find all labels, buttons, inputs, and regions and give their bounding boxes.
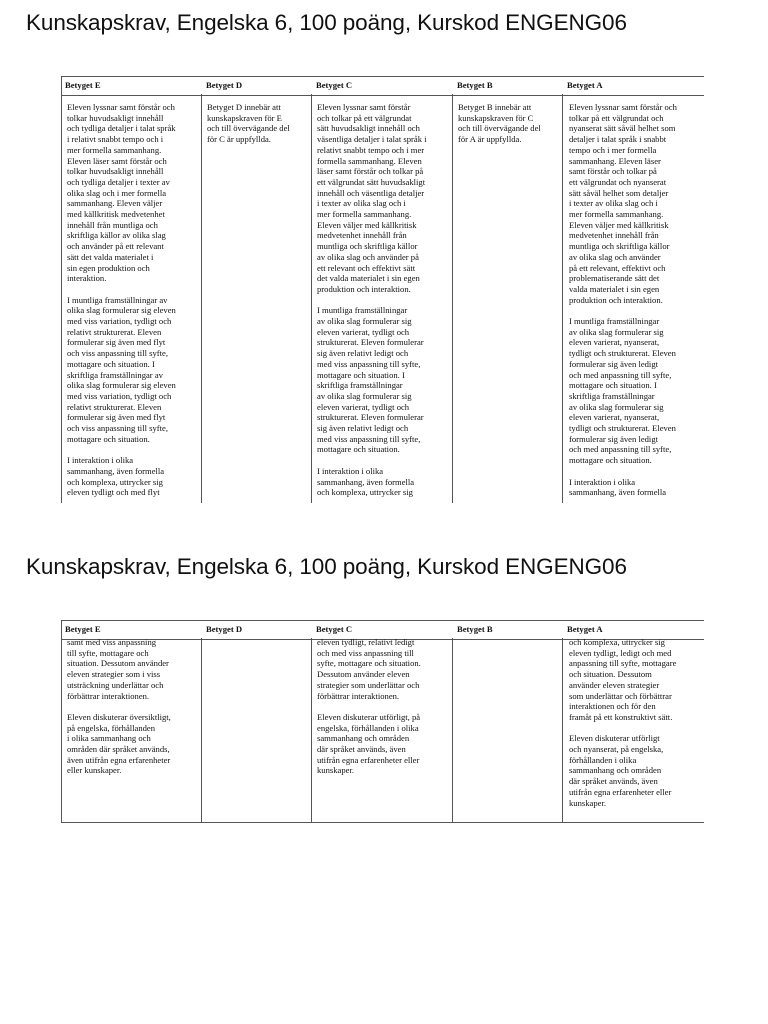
criteria-cell-a — [569, 102, 703, 502]
criteria-line: situation. Dessutom använder — [67, 658, 169, 669]
criteria-line: Eleven diskuterar översiktligt, — [67, 711, 171, 722]
criteria-cell-b — [458, 637, 561, 821]
criteria-line: Eleven läser samt förstår och — [67, 155, 167, 166]
column-divider — [562, 638, 563, 823]
column-divider — [61, 620, 62, 823]
criteria-line: eleven tydligt och med flyt — [67, 487, 160, 498]
criteria-line: olika slag formulerar sig eleven — [67, 380, 176, 391]
criteria-line: i relativt snabbt tempo och i — [67, 134, 164, 145]
criteria-line: framåt på ett konstruktivt sätt. — [569, 711, 673, 722]
criteria-line: av olika slag och använder — [569, 251, 661, 262]
criteria-line: områden där språket används, — [67, 744, 170, 755]
criteria-line: sammanhang. Eleven läser — [569, 155, 661, 166]
criteria-paragraph — [317, 466, 450, 498]
criteria-line: sammanhang, även formella — [67, 465, 165, 476]
criteria-line: tolkar huvudsakligt innehåll — [67, 112, 164, 123]
criteria-paragraph — [569, 316, 703, 466]
criteria-line: förhållanden i olika — [569, 754, 637, 765]
criteria-line: och nyanserat, på engelska, — [569, 744, 664, 755]
criteria-line: och med anpassning till syfte, — [569, 369, 672, 380]
grading-table — [61, 76, 704, 503]
criteria-line: problematiserande sätt det — [569, 273, 660, 284]
criteria-line: sig även relativt ledigt och — [317, 423, 409, 434]
criteria-cell-a — [569, 637, 703, 821]
criteria-line: skriftliga framställningar av — [67, 369, 163, 380]
criteria-line: strategier som underlättar och — [317, 679, 420, 690]
criteria-line: Betyget B innebär att — [458, 102, 532, 112]
criteria-paragraph — [67, 295, 199, 445]
criteria-line: detaljer i talat språk i snabbt — [569, 134, 667, 145]
criteria-line: och situation. Dessutom — [569, 669, 652, 680]
criteria-line: relativt snabbt tempo och i mer — [317, 144, 425, 155]
criteria-line: innehåll från muntliga och — [67, 219, 158, 230]
criteria-line: tydligt och strukturerat. Eleven — [569, 423, 676, 434]
column-header-a: Betyget A — [567, 624, 603, 634]
criteria-line: I muntliga framställningar — [317, 305, 408, 316]
criteria-paragraph — [207, 102, 310, 145]
column-header-c: Betyget C — [316, 624, 353, 634]
criteria-paragraph — [317, 305, 450, 455]
column-header-b: Betyget B — [457, 80, 493, 90]
criteria-line: av olika slag formulerar sig — [317, 390, 412, 401]
criteria-line: eleven tydligt, relativt ledigt — [317, 637, 415, 647]
criteria-line: tydligt och strukturerat. Eleven — [569, 348, 676, 359]
criteria-line: och tydliga detaljer i texter av — [67, 176, 170, 187]
criteria-line: formulerar sig även med flyt — [67, 412, 166, 423]
criteria-line: eleven varierat, tydligt och — [317, 401, 410, 412]
criteria-line: Eleven diskuterar utförligt, på — [317, 711, 421, 722]
criteria-cell-d — [207, 102, 310, 502]
criteria-cell-d — [207, 637, 310, 821]
column-divider — [452, 94, 453, 503]
criteria-line: ett välgrundat och nyanserat — [569, 176, 667, 187]
criteria-line: som underlättar och förbättrar — [569, 690, 672, 701]
criteria-line: utifrån egna erfarenheter eller — [569, 786, 672, 797]
criteria-line: olika slag formulerar sig eleven — [67, 305, 176, 316]
criteria-line: nyanserat sätt såväl helhet som — [569, 123, 676, 134]
criteria-paragraph — [569, 477, 703, 498]
criteria-line: till syfte, mottagare och — [67, 647, 149, 658]
criteria-line: mottagare och situation. I — [67, 358, 155, 369]
criteria-line: eleven varierat, nyanserat, — [569, 412, 660, 423]
criteria-line: sätt huvudsakligt innehåll och — [317, 123, 420, 134]
criteria-paragraph — [67, 102, 199, 284]
column-header-c: Betyget C — [316, 80, 353, 90]
criteria-line: tolkar på ett välgrundat och — [569, 112, 664, 123]
criteria-paragraph — [569, 102, 703, 305]
criteria-line: I interaktion i olika — [317, 465, 384, 476]
criteria-line: och komplexa, uttrycker sig — [569, 637, 665, 647]
column-header-b: Betyget B — [457, 624, 493, 634]
criteria-line: av olika slag formulerar sig — [569, 401, 664, 412]
criteria-line: valda materialet i sin egen — [569, 283, 660, 294]
criteria-line: I muntliga framställningar av — [67, 294, 168, 305]
criteria-line: Eleven lyssnar samt förstår och — [569, 102, 677, 112]
criteria-line: ett välgrundat sätt huvudsakligt — [317, 176, 426, 187]
column-header-a: Betyget A — [567, 80, 603, 90]
criteria-line: mer formella sammanhang. — [569, 209, 664, 220]
criteria-line: kunskapskraven för C — [458, 112, 534, 123]
column-header-d: Betyget D — [206, 80, 243, 90]
criteria-line: Betyget D innebär att — [207, 102, 281, 112]
criteria-line: för A är uppfyllda. — [458, 134, 522, 145]
criteria-line: mottagare och situation. — [317, 444, 400, 455]
column-divider — [311, 94, 312, 503]
criteria-line: tolkar huvudsakligt innehåll — [67, 166, 164, 177]
criteria-line: syfte, mottagare och situation. — [317, 658, 421, 669]
criteria-line: och till övervägande del — [207, 123, 290, 134]
criteria-line: på ett relevant, effektivt och — [569, 262, 666, 273]
criteria-line: mer formella sammanhang. — [317, 209, 412, 220]
criteria-line: produktion och interaktion. — [317, 283, 411, 294]
criteria-line: skriftliga framställningar — [317, 380, 403, 391]
criteria-line: där språket används, även — [569, 776, 658, 787]
criteria-line: eller kunskaper. — [67, 765, 122, 776]
criteria-line: förbättrar interaktionen. — [317, 690, 400, 701]
criteria-line: för C är uppfyllda. — [207, 134, 271, 145]
criteria-line: och med anpassning till syfte, — [569, 444, 672, 455]
criteria-paragraph — [569, 637, 703, 723]
criteria-line: I interaktion i olika — [67, 455, 134, 466]
criteria-line: eleven tydligt, ledigt och med — [569, 647, 672, 658]
criteria-line: tempo och i mer formella — [569, 144, 657, 155]
criteria-cell-c — [317, 637, 450, 821]
criteria-paragraph — [317, 637, 450, 701]
criteria-line: strukturerat. Eleven formulerar — [317, 337, 424, 348]
column-header-e: Betyget E — [65, 624, 101, 634]
criteria-line: sammanhang, även formella — [569, 487, 667, 498]
table-header-row — [61, 76, 704, 96]
column-divider — [311, 638, 312, 823]
criteria-line: kunskapskraven för E — [207, 112, 282, 123]
criteria-line: Dessutom använder eleven — [317, 669, 410, 680]
criteria-line: utsträckning underlättar och — [67, 679, 164, 690]
criteria-line: och med viss anpassning till — [317, 647, 414, 658]
criteria-line: Eleven diskuterar utförligt — [569, 733, 660, 744]
criteria-line: och tydliga detaljer i talat språk — [67, 123, 176, 134]
criteria-line: samt med viss anpassning — [67, 637, 157, 647]
criteria-line: eleven varierat, nyanserat, — [569, 337, 660, 348]
criteria-line: väsentliga detaljer i talat språk i — [317, 134, 427, 145]
criteria-line: och till övervägande del — [458, 123, 541, 134]
criteria-line: sig även relativt ledigt och — [317, 348, 409, 359]
criteria-line: av olika slag formulerar sig — [569, 326, 664, 337]
criteria-line: och tolkar på ett välgrundat — [317, 112, 412, 123]
table-bottom-border — [61, 822, 704, 823]
criteria-line: Eleven lyssnar samt förstår — [317, 102, 411, 112]
criteria-line: mottagare och situation. I — [317, 369, 405, 380]
criteria-line: formulerar sig även ledigt — [569, 433, 659, 444]
grading-table — [61, 620, 704, 823]
criteria-line: sammanhang, även formella — [317, 476, 415, 487]
criteria-line: på engelska, förhållanden — [67, 722, 156, 733]
criteria-line: utifrån egna erfarenheter eller — [317, 754, 420, 765]
page-title: Kunskapskrav, Engelska 6, 100 poäng, Kurskod ENGENG06 — [26, 10, 627, 35]
criteria-line: sätt såväl helhet som detaljer — [569, 187, 669, 198]
criteria-line: relativt strukturerat. Eleven — [67, 401, 162, 412]
page-title: Kunskapskrav, Engelska 6, 100 poäng, Kurskod ENGENG06 — [26, 554, 627, 579]
criteria-line: av olika slag och använder på — [317, 251, 419, 262]
criteria-line: i texter av olika slag och i — [569, 198, 658, 209]
criteria-line: formulerar sig även med flyt — [67, 337, 166, 348]
criteria-line: medvetenhet innehåll från — [317, 230, 407, 241]
criteria-line: sin egen produktion och — [67, 262, 150, 273]
criteria-line: innehåll och väsentliga detaljer — [317, 187, 425, 198]
criteria-line: Eleven lyssnar samt förstår och — [67, 102, 175, 112]
criteria-line: även utifrån egna erfarenheter — [67, 754, 171, 765]
criteria-line: det valda materialet i sin egen — [317, 273, 420, 284]
criteria-cell-e — [67, 102, 199, 502]
criteria-line: sammanhang och områden — [569, 765, 662, 776]
criteria-line: eleven varierat, tydligt och — [317, 326, 410, 337]
criteria-line: strukturerat. Eleven formulerar — [317, 412, 424, 423]
criteria-paragraph — [317, 712, 450, 776]
criteria-line: interaktion. — [67, 273, 107, 284]
criteria-line: mottagare och situation. I — [569, 380, 657, 391]
criteria-line: I muntliga framställningar — [569, 316, 660, 327]
criteria-line: och viss anpassning till syfte, — [67, 348, 168, 359]
criteria-line: olika slag och i mer formella — [67, 187, 167, 198]
criteria-line: läser samt förstår och tolkar på — [317, 166, 424, 177]
criteria-paragraph — [67, 712, 199, 776]
criteria-line: med viss variation, tydligt och — [67, 390, 172, 401]
criteria-line: skriftliga källor av olika slag — [67, 230, 166, 241]
criteria-line: engelska, förhållanden i olika — [317, 722, 419, 733]
criteria-paragraph — [67, 455, 199, 498]
criteria-line: formella sammanhang. Eleven — [317, 155, 422, 166]
criteria-cell-b — [458, 102, 561, 502]
criteria-cell-c — [317, 102, 450, 502]
criteria-line: av olika slag formulerar sig — [317, 316, 412, 327]
criteria-line: sammanhang. Eleven väljer — [67, 198, 163, 209]
criteria-line: med viss anpassning till syfte, — [317, 358, 421, 369]
criteria-line: och använder på ett relevant — [67, 241, 164, 252]
criteria-line: använder eleven strategier — [569, 679, 660, 690]
criteria-line: där språket används, även — [317, 744, 406, 755]
column-header-d: Betyget D — [206, 624, 243, 634]
column-header-e: Betyget E — [65, 80, 101, 90]
criteria-line: mottagare och situation. — [569, 455, 652, 466]
criteria-line: mottagare och situation. — [67, 433, 150, 444]
criteria-line: anpassning till syfte, mottagare — [569, 658, 677, 669]
criteria-line: ett relevant och effektivt sätt — [317, 262, 416, 273]
criteria-line: muntliga och skriftliga källor — [317, 241, 418, 252]
criteria-line: medvetenhet innehåll från — [569, 230, 659, 241]
criteria-line: formulerar sig även ledigt — [569, 358, 659, 369]
criteria-line: relativt strukturerat. Eleven — [67, 326, 162, 337]
criteria-line: och komplexa, uttrycker sig — [317, 487, 413, 498]
criteria-line: skriftliga framställningar — [569, 390, 655, 401]
criteria-line: med källkritisk medvetenhet — [67, 209, 165, 220]
criteria-line: interaktionen och för den — [569, 701, 656, 712]
criteria-line: muntliga och skriftliga källor — [569, 241, 670, 252]
criteria-line: med viss variation, tydligt och — [67, 316, 172, 327]
column-divider — [201, 94, 202, 503]
criteria-paragraph — [67, 637, 199, 701]
criteria-line: förbättrar interaktionen. — [67, 690, 150, 701]
criteria-line: med viss anpassning till syfte, — [317, 433, 421, 444]
column-divider — [562, 94, 563, 503]
criteria-line: samt förstår och tolkar på — [569, 166, 657, 177]
column-divider — [201, 638, 202, 823]
criteria-line: i texter av olika slag och i — [317, 198, 406, 209]
criteria-paragraph — [317, 102, 450, 295]
criteria-line: eleven strategier som i viss — [67, 669, 161, 680]
criteria-line: sätt det valda materialet i — [67, 251, 154, 262]
criteria-line: Eleven väljer med källkritisk — [569, 219, 669, 230]
criteria-line: i olika sammanhang och — [67, 733, 151, 744]
column-divider — [452, 638, 453, 823]
criteria-line: kunskaper. — [317, 765, 354, 776]
criteria-line: Eleven väljer med källkritisk — [317, 219, 417, 230]
criteria-line: produktion och interaktion. — [569, 294, 663, 305]
criteria-line: och viss anpassning till syfte, — [67, 423, 168, 434]
criteria-line: sammanhang och områden — [317, 733, 410, 744]
criteria-line: I interaktion i olika — [569, 476, 636, 487]
criteria-line: mer formella sammanhang. — [67, 144, 162, 155]
criteria-line: och komplexa, uttrycker sig — [67, 476, 163, 487]
criteria-line: kunskaper. — [569, 797, 606, 808]
criteria-paragraph — [458, 102, 561, 145]
column-divider — [61, 76, 62, 503]
criteria-paragraph — [569, 733, 703, 808]
criteria-cell-e — [67, 637, 199, 821]
